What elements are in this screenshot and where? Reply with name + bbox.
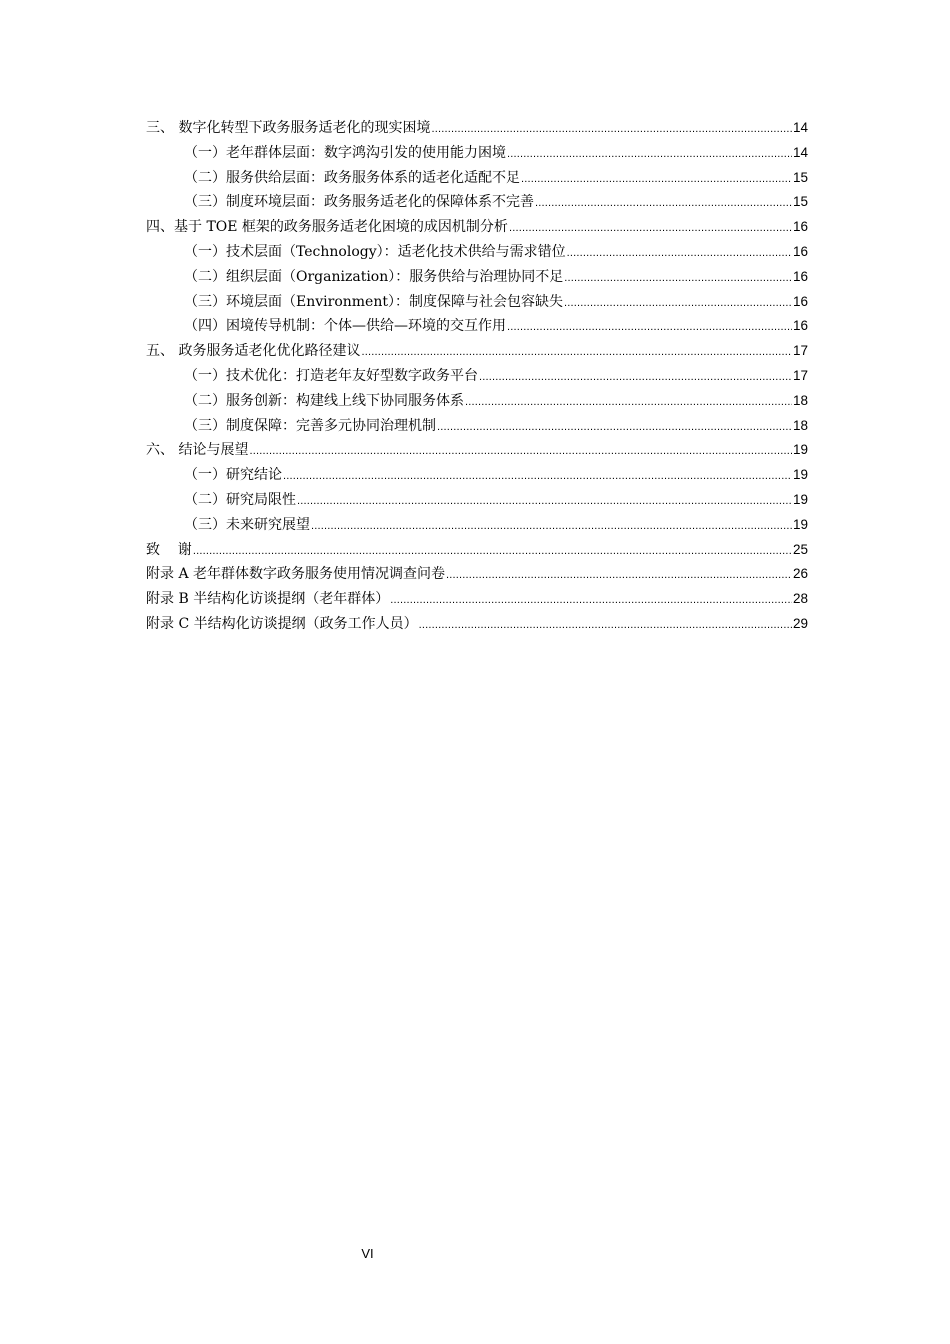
toc-entry[interactable] bbox=[146, 339, 808, 364]
toc-entry-page: 15 bbox=[792, 194, 808, 210]
toc-entry-title: 五、 政务服务适老化优化路径建议 bbox=[146, 343, 361, 360]
toc-entry-title: （二）研究局限性 bbox=[184, 491, 296, 508]
toc-entry-title: （一）技术优化：打造老年友好型数字政务平台 bbox=[184, 367, 478, 384]
toc-entry-page: 17 bbox=[792, 343, 808, 359]
toc-entry-page: 25 bbox=[792, 541, 808, 557]
toc-entry-title: （四）困境传导机制：个体—供给—环境的交互作用 bbox=[184, 318, 506, 335]
dot-leader bbox=[535, 191, 792, 216]
dot-leader bbox=[509, 216, 792, 241]
toc-entry-title: （一）技术层面（Technology）：适老化技术供给与需求错位 bbox=[184, 243, 566, 260]
dot-leader bbox=[465, 390, 792, 415]
toc-entry[interactable] bbox=[146, 612, 808, 637]
toc-entry-page: 18 bbox=[792, 417, 808, 433]
toc-entry-title: 三、 数字化转型下政务服务适老化的现实困境 bbox=[146, 120, 431, 136]
toc-entry[interactable] bbox=[146, 488, 808, 513]
dot-leader bbox=[431, 117, 792, 142]
toc-entry-page: 16 bbox=[792, 268, 808, 284]
toc-entry-page: 16 bbox=[792, 243, 808, 259]
toc-entry[interactable] bbox=[146, 438, 808, 463]
dot-leader bbox=[567, 241, 792, 266]
toc-entry[interactable] bbox=[146, 587, 808, 612]
dot-leader bbox=[564, 266, 792, 291]
toc-entry-page: 19 bbox=[792, 516, 808, 532]
dot-leader bbox=[361, 340, 792, 365]
table-of-contents bbox=[146, 116, 808, 637]
toc-entry-page: 14 bbox=[792, 144, 808, 160]
dot-leader bbox=[419, 613, 792, 638]
toc-entry-title: 六、 结论与展望 bbox=[146, 442, 249, 459]
toc-entry-title: （一）研究结论 bbox=[184, 467, 282, 484]
toc-entry[interactable] bbox=[146, 240, 808, 265]
dot-leader bbox=[564, 291, 792, 316]
toc-entry[interactable] bbox=[146, 166, 808, 191]
toc-entry-page: 19 bbox=[792, 442, 808, 458]
toc-entry-page: 26 bbox=[792, 566, 808, 582]
toc-entry-title: （三）制度环境层面：政务服务适老化的保障体系不完善 bbox=[184, 194, 534, 211]
toc-entry[interactable] bbox=[146, 463, 808, 488]
toc-entry-page: 18 bbox=[792, 392, 808, 408]
toc-entry-title: 致 谢 bbox=[146, 541, 192, 558]
dot-leader bbox=[479, 365, 792, 390]
toc-entry-title: （三）环境层面（Environment）：制度保障与社会包容缺失 bbox=[184, 293, 563, 310]
dot-leader bbox=[297, 489, 792, 514]
toc-entry-page: 15 bbox=[792, 169, 808, 185]
toc-entry-title: （三）制度保障：完善多元协同治理机制 bbox=[184, 417, 436, 434]
toc-entry[interactable] bbox=[146, 215, 808, 240]
dot-leader bbox=[507, 315, 792, 340]
toc-entry-page: 29 bbox=[792, 615, 808, 631]
dot-leader bbox=[283, 464, 792, 489]
toc-entry[interactable] bbox=[146, 290, 808, 315]
toc-entry-page: 17 bbox=[792, 367, 808, 383]
toc-entry-title: （一）老年群体层面：数字鸿沟引发的使用能力困境 bbox=[184, 144, 506, 161]
toc-entry-title: 四、基于 TOE 框架的政务服务适老化困境的成因机制分析 bbox=[146, 219, 508, 236]
dot-leader bbox=[193, 539, 792, 564]
dot-leader bbox=[446, 563, 792, 588]
toc-entry-page: 16 bbox=[792, 219, 808, 235]
dot-leader bbox=[390, 588, 792, 613]
toc-entry-page: 19 bbox=[792, 491, 808, 507]
toc-entry-page: 19 bbox=[792, 467, 808, 483]
toc-entry-page: 16 bbox=[792, 318, 808, 334]
toc-entry[interactable] bbox=[146, 116, 808, 141]
toc-entry-title: 附录 B 半结构化访谈提纲（老年群体） bbox=[146, 591, 390, 608]
toc-entry-page: 28 bbox=[792, 591, 808, 607]
toc-entry[interactable] bbox=[146, 141, 808, 166]
toc-entry[interactable] bbox=[146, 389, 808, 414]
dot-leader bbox=[437, 415, 792, 440]
toc-entry-page: 14 bbox=[792, 120, 808, 135]
toc-entry-page: 16 bbox=[792, 293, 808, 309]
toc-entry-title: 附录 C 半结构化访谈提纲（政务工作人员） bbox=[146, 615, 418, 632]
toc-entry[interactable] bbox=[146, 190, 808, 215]
toc-entry[interactable] bbox=[146, 562, 808, 587]
dot-leader bbox=[249, 439, 792, 464]
toc-entry[interactable] bbox=[146, 538, 808, 563]
toc-entry[interactable] bbox=[146, 364, 808, 389]
dot-leader bbox=[507, 142, 792, 167]
toc-entry[interactable] bbox=[146, 513, 808, 538]
dot-leader bbox=[521, 167, 792, 192]
dot-leader bbox=[311, 514, 792, 539]
toc-entry-title: 附录 A 老年群体数字政务服务使用情况调查问卷 bbox=[146, 566, 446, 583]
page-number: VI bbox=[361, 1246, 374, 1261]
toc-entry[interactable] bbox=[146, 314, 808, 339]
toc-entry-title: （二）组织层面（Organization）：服务供给与治理协同不足 bbox=[184, 268, 564, 285]
toc-entry-title: （二）服务创新：构建线上线下协同服务体系 bbox=[184, 392, 464, 409]
toc-entry[interactable] bbox=[146, 265, 808, 290]
toc-entry-title: （三）未来研究展望 bbox=[184, 516, 310, 533]
toc-entry-title: （二）服务供给层面：政务服务体系的适老化适配不足 bbox=[184, 169, 520, 186]
toc-entry[interactable] bbox=[146, 414, 808, 439]
